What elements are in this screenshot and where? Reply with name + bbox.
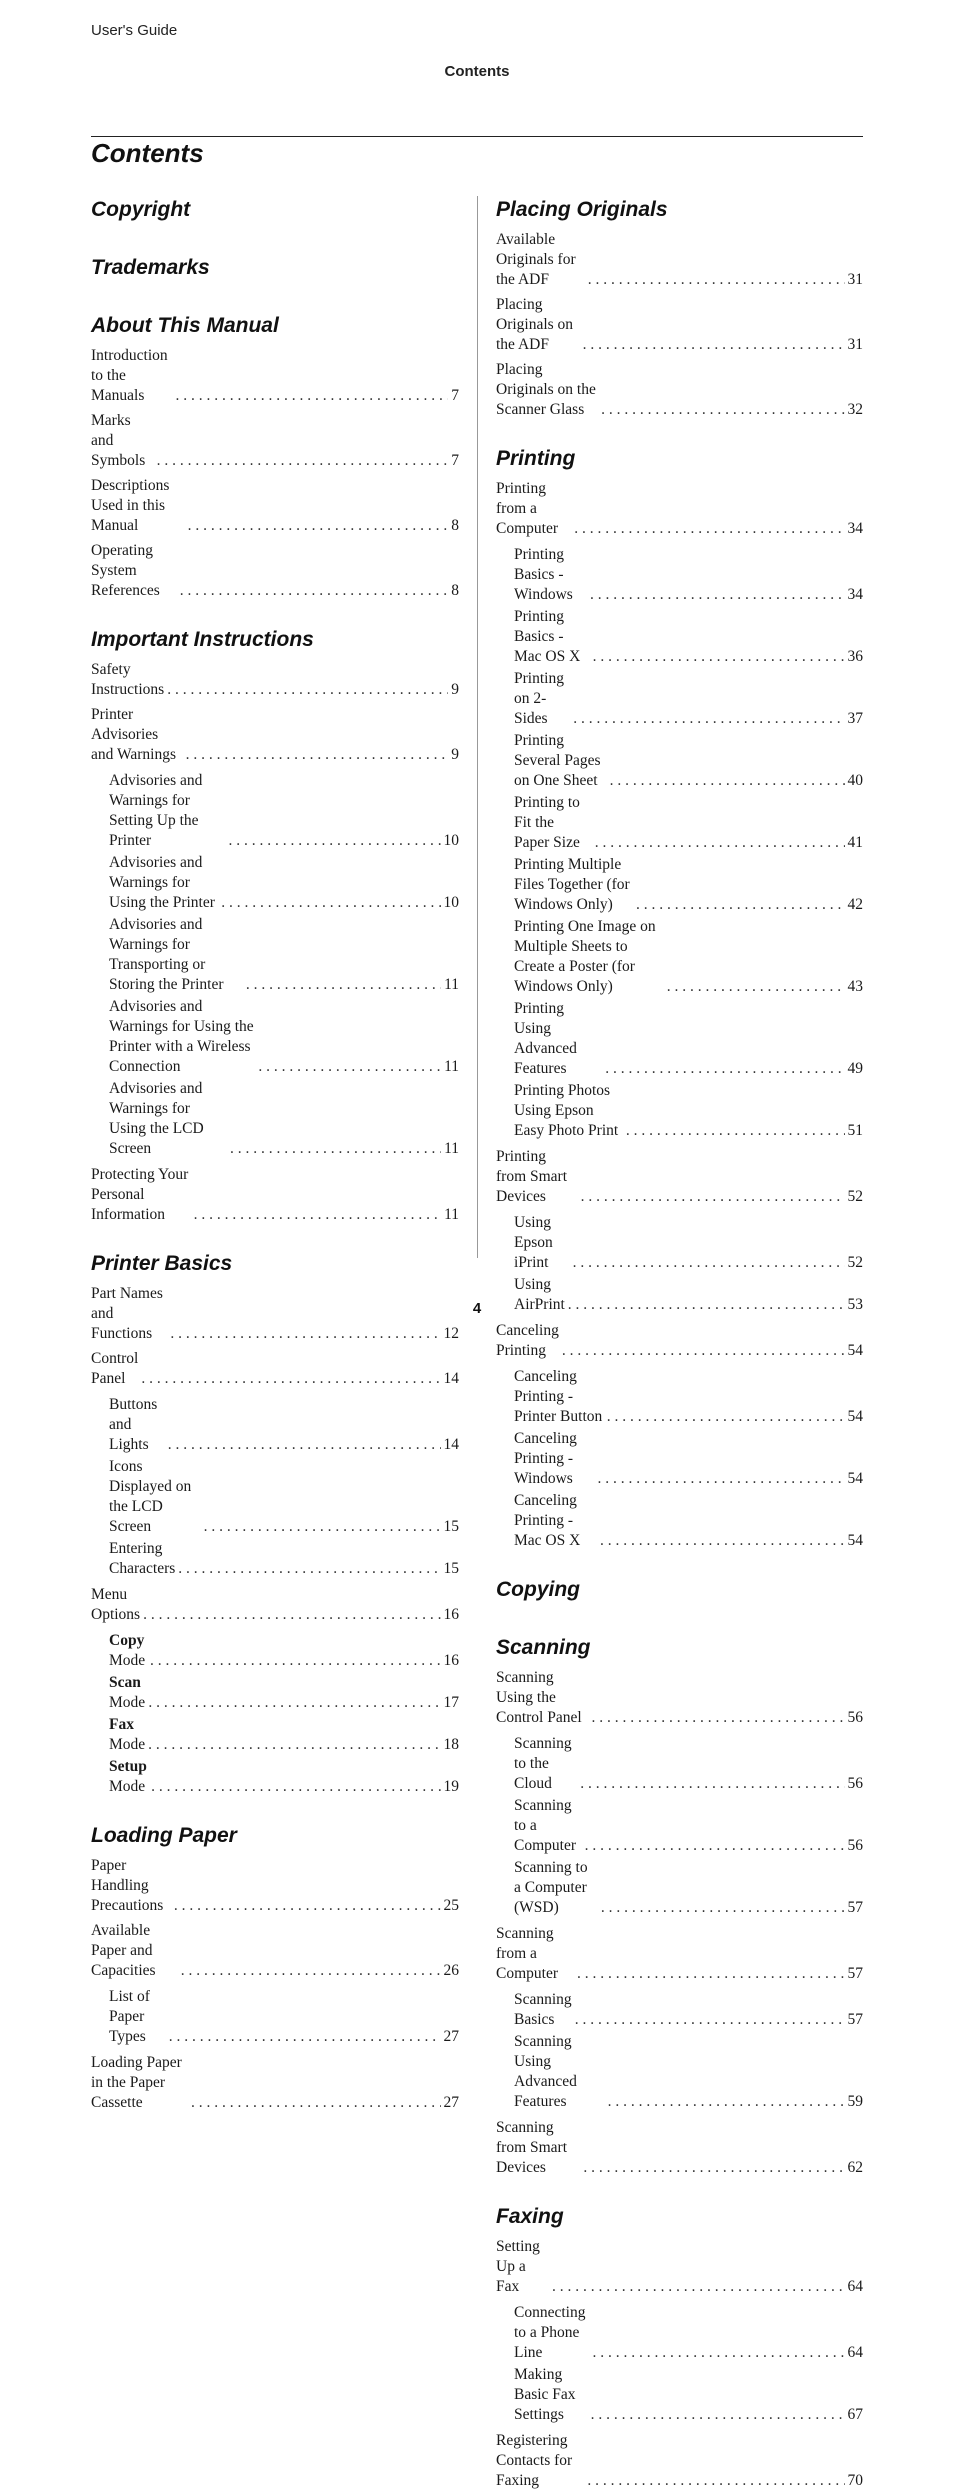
page-number: 4 xyxy=(472,1300,482,1317)
toc-page-number: 56 xyxy=(847,1709,863,1726)
toc-entry[interactable] xyxy=(91,411,459,471)
chapter-printer-basics[interactable]: Printer Basics xyxy=(91,1252,233,1275)
toc-entry-title: Safety Instructions xyxy=(91,661,165,698)
column-divider xyxy=(477,196,478,1258)
menu-keyword: Copy xyxy=(109,1632,145,1649)
dot-leader xyxy=(575,2010,845,2030)
dot-leader xyxy=(174,1896,441,1916)
toc-entry[interactable] xyxy=(91,997,459,1077)
toc-entry-title: Advisories and Warnings for Setting Up the Printer xyxy=(109,772,203,849)
toc-entry-title: List of Paper Types xyxy=(109,1988,150,2045)
toc-entry-title: Scanning Using the Control Panel xyxy=(496,1669,582,1726)
toc-entry-title: Connecting to a Phone Line xyxy=(514,2304,586,2361)
toc-page-number: 36 xyxy=(847,648,863,665)
toc-entry-title: Scanning to a Computer (WSD) xyxy=(514,1859,588,1916)
toc-entry[interactable] xyxy=(91,1856,459,1916)
dot-leader xyxy=(143,1605,440,1625)
toc-page-number: 57 xyxy=(847,1965,863,1982)
toc-entry[interactable] xyxy=(91,1395,459,1455)
dot-leader xyxy=(636,895,845,915)
toc-page-number: 14 xyxy=(443,1370,459,1387)
dot-leader xyxy=(593,2343,845,2363)
dot-leader xyxy=(593,647,845,667)
toc-entry[interactable] xyxy=(496,2032,863,2112)
toc-page-number: 67 xyxy=(847,2406,863,2423)
toc-page-number: 49 xyxy=(847,1060,863,1077)
toc-entry-title: Loading Paper in the Paper Cassette xyxy=(91,2054,182,2111)
chapter-faxing[interactable]: Faxing xyxy=(496,2205,564,2228)
dot-leader xyxy=(573,1253,845,1273)
toc-entry-title-rest: Mode xyxy=(109,1778,146,1795)
toc-entry-title: Placing Originals on the Scanner Glass xyxy=(496,361,596,418)
toc-entry[interactable] xyxy=(91,1921,459,1981)
toc-page-number: 25 xyxy=(443,1897,459,1914)
toc-entry[interactable] xyxy=(496,999,863,1079)
dot-leader xyxy=(258,1057,441,1077)
toc-entry[interactable] xyxy=(496,2431,863,2491)
toc-entry-title: Setting Up a Fax xyxy=(496,2238,540,2295)
dot-leader xyxy=(176,386,449,406)
toc-page-number: 52 xyxy=(847,1254,863,1271)
dot-leader xyxy=(608,2092,845,2112)
toc-entry[interactable] xyxy=(496,1213,863,1273)
dot-leader xyxy=(148,1693,440,1713)
dot-leader xyxy=(601,400,844,420)
toc-entry[interactable] xyxy=(91,1349,459,1389)
toc-entry-title: Canceling Printing - Printer Button xyxy=(514,1368,603,1425)
toc-page-number: 31 xyxy=(847,336,863,353)
toc-entry[interactable] xyxy=(91,1673,459,1713)
toc-entry-title: Canceling Printing xyxy=(496,1322,559,1359)
dot-leader xyxy=(591,2405,845,2425)
dot-leader xyxy=(562,1341,845,1361)
toc-page-number: 54 xyxy=(847,1408,863,1425)
toc-entry-title: Buttons and Lights xyxy=(109,1396,158,1453)
toc-entry-title: Advisories and Warnings for Using the Printer with a Wireless Connection xyxy=(109,998,254,1075)
dot-leader xyxy=(188,516,449,536)
toc-entry-title: Making Basic Fax Settings xyxy=(514,2366,576,2423)
toc-page-number: 7 xyxy=(451,387,459,404)
dot-leader xyxy=(150,1651,441,1671)
dot-leader xyxy=(141,1369,440,1389)
toc-page-number: 8 xyxy=(451,517,459,534)
toc-entry-title: Scanning to the Cloud xyxy=(514,1735,572,1792)
toc-entry[interactable] xyxy=(91,1715,459,1755)
toc-page-number: 14 xyxy=(443,1436,459,1453)
chapter-important-instructions[interactable]: Important Instructions xyxy=(91,628,314,651)
toc-entry[interactable] xyxy=(91,771,459,851)
dot-leader xyxy=(157,451,449,471)
toc-entry[interactable] xyxy=(496,2118,863,2178)
toc-page-number: 57 xyxy=(847,1899,863,1916)
toc-page-number: 9 xyxy=(451,746,459,763)
toc-entry[interactable] xyxy=(91,705,459,765)
dot-leader xyxy=(587,2471,844,2491)
toc-entry-title: Part Names and Functions xyxy=(91,1285,163,1342)
toc-page-number: 8 xyxy=(451,582,459,599)
toc-entry-title: Menu Options xyxy=(91,1586,141,1623)
toc-entry[interactable] xyxy=(496,1321,863,1361)
toc-page-number: 51 xyxy=(847,1122,863,1139)
chapter-printing[interactable]: Printing xyxy=(496,447,576,470)
dot-leader xyxy=(246,975,441,995)
toc-page-number: 27 xyxy=(443,2094,459,2111)
dot-leader xyxy=(597,1469,844,1489)
toc-entry[interactable] xyxy=(91,1585,459,1625)
toc-entry-title: Scanning to a Computer xyxy=(514,1797,576,1854)
toc-entry[interactable] xyxy=(91,346,459,406)
toc-entry-title: Icons Displayed on the LCD Screen xyxy=(109,1458,192,1535)
chapter-copying[interactable]: Copying xyxy=(496,1578,580,1601)
dot-leader xyxy=(595,833,845,853)
toc-entry-title: Paper Handling Precautions xyxy=(91,1857,164,1914)
toc-page-number: 11 xyxy=(444,1140,459,1157)
menu-keyword: Fax xyxy=(109,1716,134,1733)
toc-entry-title: Printer Advisories and Warnings xyxy=(91,706,176,763)
toc-right-column xyxy=(496,196,863,2491)
toc-page-number: 59 xyxy=(847,2093,863,2110)
toc-entry[interactable] xyxy=(91,1757,459,1797)
dot-leader xyxy=(151,1777,440,1797)
toc-entry[interactable] xyxy=(496,855,863,915)
toc-entry[interactable] xyxy=(496,1081,863,1141)
toc-page-number: 16 xyxy=(443,1652,459,1669)
toc-entry[interactable] xyxy=(496,669,863,729)
dot-leader xyxy=(590,585,844,605)
toc-page-number: 12 xyxy=(443,1325,459,1342)
toc-entry-title: Canceling Printing - Windows xyxy=(514,1430,577,1487)
dot-leader xyxy=(191,2093,441,2113)
dot-leader xyxy=(583,335,845,355)
toc-entry[interactable] xyxy=(91,1457,459,1537)
dot-leader xyxy=(186,745,449,765)
toc-page-number: 10 xyxy=(443,832,459,849)
toc-page-number: 10 xyxy=(443,894,459,911)
toc-entry-title xyxy=(109,1631,147,1671)
chapter-placing-originals[interactable]: Placing Originals xyxy=(496,198,668,221)
dot-leader xyxy=(204,1517,441,1537)
toc-entry[interactable] xyxy=(496,2237,863,2297)
toc-left-column xyxy=(91,196,459,2113)
toc-entry-title-rest: Mode xyxy=(109,1736,146,1753)
toc-entry[interactable] xyxy=(496,1858,863,1918)
toc-entry-title: Advisories and Warnings for Using the LCD Screen xyxy=(109,1080,204,1157)
dot-leader xyxy=(626,1121,845,1141)
toc-page-number: 70 xyxy=(847,2472,863,2489)
toc-page-number: 19 xyxy=(443,1778,459,1795)
toc-page-number: 16 xyxy=(443,1606,459,1623)
toc-entry-title: Protecting Your Personal Information xyxy=(91,1166,189,1223)
toc-page-number: 18 xyxy=(443,1736,459,1753)
toc-entry-title: Scanning from Smart Devices xyxy=(496,2119,568,2176)
toc-entry[interactable] xyxy=(91,1539,459,1579)
toc-entry-title: Printing Using Advanced Features xyxy=(514,1000,577,1077)
toc-page-number: 42 xyxy=(847,896,863,913)
dot-leader xyxy=(610,771,845,791)
toc-entry-title: Descriptions Used in this Manual xyxy=(91,477,170,534)
toc-entry-title: Printing Multiple Files Together (for Windows Only) xyxy=(514,856,630,913)
toc-entry-title: Available Paper and Capacities xyxy=(91,1922,156,1979)
toc-page-number: 17 xyxy=(443,1694,459,1711)
toc-entry-title: Operating System References xyxy=(91,542,160,599)
dot-leader xyxy=(230,1139,441,1159)
dot-leader xyxy=(588,270,845,290)
toc-entry[interactable] xyxy=(496,1491,863,1551)
toc-entry-title: Printing from a Computer xyxy=(496,480,558,537)
chapter-loading-paper[interactable]: Loading Paper xyxy=(91,1824,237,1847)
toc-entry[interactable] xyxy=(496,1734,863,1794)
toc-entry-title: Advisories and Warnings for Using the Printer xyxy=(109,854,215,911)
toc-entry-title: Using Epson iPrint xyxy=(514,1214,553,1271)
toc-entry[interactable] xyxy=(91,2053,459,2113)
dot-leader xyxy=(181,1961,441,1981)
toc-entry-title: Using AirPrint xyxy=(514,1276,565,1313)
toc-entry[interactable] xyxy=(496,1367,863,1427)
toc-entry[interactable] xyxy=(496,917,863,997)
dot-leader xyxy=(607,1407,845,1427)
toc-page-number: 11 xyxy=(444,1058,459,1075)
dot-leader xyxy=(221,893,440,913)
toc-entry-title: Canceling Printing - Mac OS X xyxy=(514,1492,581,1549)
toc-page-number: 56 xyxy=(847,1775,863,1792)
toc-entry-title: Available Originals for the ADF xyxy=(496,231,576,288)
toc-page-number: 56 xyxy=(847,1837,863,1854)
toc-entry-title-rest: Mode xyxy=(109,1652,146,1669)
dot-leader xyxy=(581,1187,845,1207)
toc-page-number: 11 xyxy=(444,1206,459,1223)
dot-leader xyxy=(178,1559,440,1579)
toc-entry-title: Placing Originals on the ADF xyxy=(496,296,574,353)
dot-leader xyxy=(552,2277,845,2297)
dot-leader xyxy=(229,831,441,851)
toc-page-number: 37 xyxy=(847,710,863,727)
toc-entry-title-rest: Mode xyxy=(109,1694,146,1711)
toc-page-number: 54 xyxy=(847,1532,863,1549)
dot-leader xyxy=(167,680,448,700)
dot-leader xyxy=(194,1205,441,1225)
toc-entry-title: Scanning Basics xyxy=(514,1991,572,2028)
toc-entry[interactable] xyxy=(496,1668,863,1728)
dot-leader xyxy=(577,1964,845,1984)
toc-entry[interactable] xyxy=(91,1165,459,1225)
toc-page-number: 34 xyxy=(847,586,863,603)
toc-entry[interactable] xyxy=(91,476,459,536)
toc-entry-title: Printing to Fit the Paper Size xyxy=(514,794,580,851)
toc-entry[interactable] xyxy=(496,360,863,420)
toc-entry-title: Scanning Using Advanced Features xyxy=(514,2033,577,2110)
toc-entry-title: Printing on 2-Sides xyxy=(514,670,564,727)
toc-entry-title: Printing Basics - Windows xyxy=(514,546,573,603)
dot-leader xyxy=(169,2027,441,2047)
dot-leader xyxy=(583,2158,844,2178)
toc-entry-title xyxy=(109,1757,148,1797)
toc-page-number: 57 xyxy=(847,2011,863,2028)
toc-entry[interactable] xyxy=(496,731,863,791)
toc-page-number: 15 xyxy=(443,1518,459,1535)
dot-leader xyxy=(591,1708,844,1728)
header-rule xyxy=(91,136,863,137)
toc-entry[interactable] xyxy=(496,1429,863,1489)
toc-page-number: 27 xyxy=(443,2028,459,2045)
toc-entry[interactable] xyxy=(496,1796,863,1856)
toc-entry-title: Advisories and Warnings for Transporting or Storing the Printer xyxy=(109,916,224,993)
toc-entry[interactable] xyxy=(91,1987,459,2047)
toc-entry[interactable] xyxy=(496,2365,863,2425)
dot-leader xyxy=(573,709,844,729)
toc-entry-title: Printing from Smart Devices xyxy=(496,1148,568,1205)
page-title: Contents xyxy=(91,138,204,168)
toc-page-number: 54 xyxy=(847,1470,863,1487)
toc-page-number: 32 xyxy=(847,401,863,418)
toc-entry-title: Control Panel xyxy=(91,1350,139,1387)
dot-leader xyxy=(180,581,449,601)
toc-page-number: 54 xyxy=(847,1342,863,1359)
toc-entry[interactable] xyxy=(91,915,459,995)
toc-entry-title: Registering Contacts for Faxing xyxy=(496,2432,573,2489)
toc-page-number: 7 xyxy=(451,452,459,469)
toc-entry[interactable] xyxy=(496,1147,863,1207)
toc-entry[interactable] xyxy=(91,1079,459,1159)
dot-leader xyxy=(601,1898,845,1918)
toc-entry-title xyxy=(109,1673,145,1713)
toc-entry[interactable] xyxy=(496,2303,863,2363)
toc-entry-title: Marks and Symbols xyxy=(91,412,146,469)
toc-entry[interactable] xyxy=(91,541,459,601)
chapter-about-this-manual[interactable]: About This Manual xyxy=(91,314,279,337)
dot-leader xyxy=(605,1059,844,1079)
toc-entry[interactable] xyxy=(496,230,863,290)
toc-entry[interactable] xyxy=(91,853,459,913)
toc-page-number: 40 xyxy=(847,772,863,789)
toc-entry[interactable] xyxy=(496,607,863,667)
toc-entry[interactable] xyxy=(91,660,459,700)
toc-page-number: 53 xyxy=(847,1296,863,1313)
section-header: Contents xyxy=(444,63,510,80)
toc-entry-title: Introduction to the Manuals xyxy=(91,347,168,404)
dot-leader xyxy=(168,1435,441,1455)
dot-leader xyxy=(580,1774,844,1794)
dot-leader xyxy=(667,977,845,997)
dot-leader xyxy=(148,1735,440,1755)
toc-entry[interactable] xyxy=(496,1990,863,2030)
dot-leader xyxy=(585,1836,845,1856)
toc-entry[interactable] xyxy=(496,545,863,605)
toc-entry-title xyxy=(109,1715,145,1755)
toc-entry-title: Entering Characters xyxy=(109,1540,176,1577)
toc-page-number: 64 xyxy=(847,2344,863,2361)
toc-entry-title: Scanning from a Computer xyxy=(496,1925,558,1982)
toc-page-number: 64 xyxy=(847,2278,863,2295)
toc-entry-title: Printing One Image on Multiple Sheets to Create a Poster (for Windows Only) xyxy=(514,918,656,995)
toc-page-number: 34 xyxy=(847,520,863,537)
toc-page-number: 15 xyxy=(443,1560,459,1577)
toc-entry[interactable] xyxy=(496,1924,863,1984)
menu-keyword: Setup xyxy=(109,1758,147,1775)
toc-entry[interactable] xyxy=(496,295,863,355)
toc-page-number: 26 xyxy=(443,1962,459,1979)
toc-page-number: 62 xyxy=(847,2159,863,2176)
running-head: User's Guide xyxy=(91,22,178,39)
dot-leader xyxy=(574,519,844,539)
toc-page-number: 9 xyxy=(451,681,459,698)
toc-page-number: 52 xyxy=(847,1188,863,1205)
toc-page-number: 41 xyxy=(847,834,863,851)
toc-entry[interactable] xyxy=(496,793,863,853)
dot-leader xyxy=(600,1531,845,1551)
chapter-trademarks[interactable]: Trademarks xyxy=(91,256,210,279)
toc-entry-title: Printing Photos Using Epson Easy Photo Print xyxy=(514,1082,619,1139)
toc-entry[interactable] xyxy=(91,1631,459,1671)
toc-page-number: 31 xyxy=(847,271,863,288)
menu-keyword: Scan xyxy=(109,1674,141,1691)
toc-entry-title: Printing Several Pages on One Sheet xyxy=(514,732,601,789)
dot-leader xyxy=(170,1324,440,1344)
chapter-scanning[interactable]: Scanning xyxy=(496,1636,591,1659)
toc-entry-title: Printing Basics - Mac OS X xyxy=(514,608,581,665)
chapter-copyright[interactable]: Copyright xyxy=(91,198,191,221)
toc-entry[interactable] xyxy=(496,479,863,539)
toc-page-number: 43 xyxy=(847,978,863,995)
toc-page-number: 11 xyxy=(444,976,459,993)
